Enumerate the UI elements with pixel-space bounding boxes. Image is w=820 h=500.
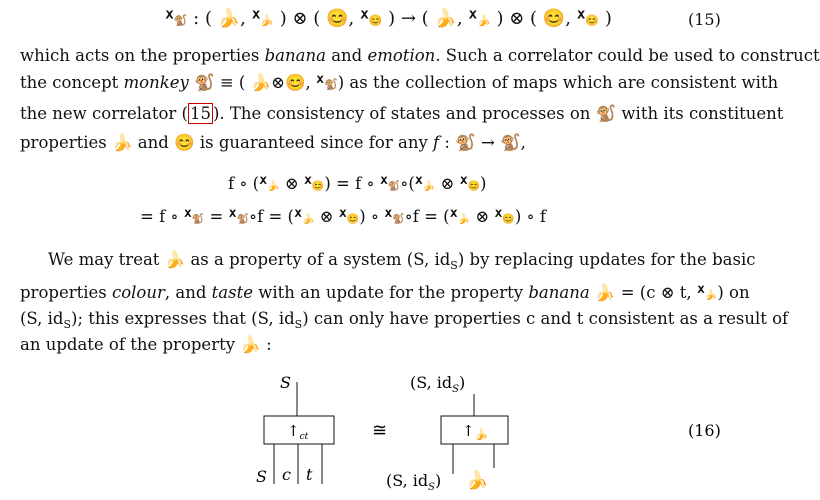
display-equation-1: f ∘ (ᕽ🍌 ⊗ ᕽ😊) = f ∘ ᕽ🐒∘(ᕽ🍌 ⊗ ᕽ😊) (228, 174, 487, 193)
para1-line2: the concept monkey 🐒 ≡ ( 🍌⊗😊, ᕽ🐒) as the collection of maps which are consistent with (20, 73, 779, 92)
equation-number-16: (16) (688, 421, 721, 440)
smile-icon: 😊 (542, 8, 566, 29)
para1-line1: which acts on the properties banana and emotion. Such a correlator could be used to construct (20, 46, 820, 65)
banana-icon: 🍌 (250, 73, 272, 92)
smile-icon: 😊 (585, 14, 600, 27)
monkey-icon: 🐒 (595, 104, 617, 123)
para2-line1: We may treat 🍌 as a property of a system (S, $id_S$) by replacing updates for the basic (48, 250, 756, 272)
banana-icon: 🍌 (164, 250, 186, 269)
monkey-icon: 🐒 (324, 78, 338, 91)
smile-icon: 😊 (368, 14, 383, 27)
para2-line3: (S, $id_S$); this expresses that (S, $id_S$) can only have properties c and t consistent as a result of (20, 309, 789, 331)
banana-icon: 🍌 (217, 8, 241, 29)
monkey-icon: 🐒 (173, 14, 188, 27)
para1-line4: properties 🍌 and 😊 is guaranteed since for any f : 🐒 → 🐒, (20, 133, 526, 152)
banana-icon: 🍌 (594, 283, 616, 302)
right-top-label: (S, $id_S$) (410, 373, 466, 395)
banana-icon: 🍌 (260, 14, 275, 27)
banana-icon: 🍌 (111, 133, 133, 152)
string-diagram (0, 370, 764, 500)
para2-line2: properties colour, and taste with an update for the property banana 🍌 = (c ⊗ t, ᕽ🍌) on (20, 283, 750, 302)
isomorphism-symbol: ≅ (372, 420, 388, 441)
monkey-icon: 🐒 (455, 133, 476, 152)
right-box-label: ↑🍌 (462, 422, 489, 441)
banana-icon: 🍌 (434, 8, 457, 29)
left-bottom-t: t (306, 465, 313, 484)
correlator-symbol: ᕽ (165, 8, 174, 29)
left-bottom-c: c (282, 465, 291, 484)
equation-15: ᕽ🐒 : ( 🍌, ᕽ🍌 ) ⊗ ( 😊, ᕽ😊 ) → ( 🍌, ᕽ🍌 ) ⊗ ( 😊, ᕽ😊 ) (165, 8, 612, 29)
equation-ref-link[interactable]: 15 (190, 104, 211, 123)
banana-icon: 🍌 (240, 335, 261, 354)
monkey-icon: 🐒 (194, 73, 215, 92)
smile-icon: 😊 (326, 8, 349, 29)
left-box-label: $↑_{ct}$ (287, 422, 309, 442)
left-top-label: S (280, 373, 291, 392)
smile-icon: 😊 (285, 73, 306, 92)
right-bottom-label: (S, $id_S$) (386, 471, 442, 493)
smile-icon: 😊 (174, 133, 195, 152)
equation-number-15: (15) (688, 10, 721, 29)
display-equation-2: = f ∘ ᕽ🐒 = ᕽ🐒∘f = (ᕽ🍌 ⊗ ᕽ😊) ∘ ᕽ🐒∘f = (ᕽ🍌 ⊗ ᕽ😊) ∘ f (140, 207, 546, 226)
banana-icon: 🍌 (466, 470, 489, 491)
para1-line3: the new correlator ( 15 ). The consistency of states and processes on 🐒 with its constituent (20, 104, 784, 123)
monkey-icon: 🐒 (500, 133, 521, 152)
para2-line4: an update of the property 🍌 : (20, 335, 272, 354)
banana-icon: 🍌 (477, 14, 491, 27)
left-bottom-s: S (256, 467, 267, 486)
